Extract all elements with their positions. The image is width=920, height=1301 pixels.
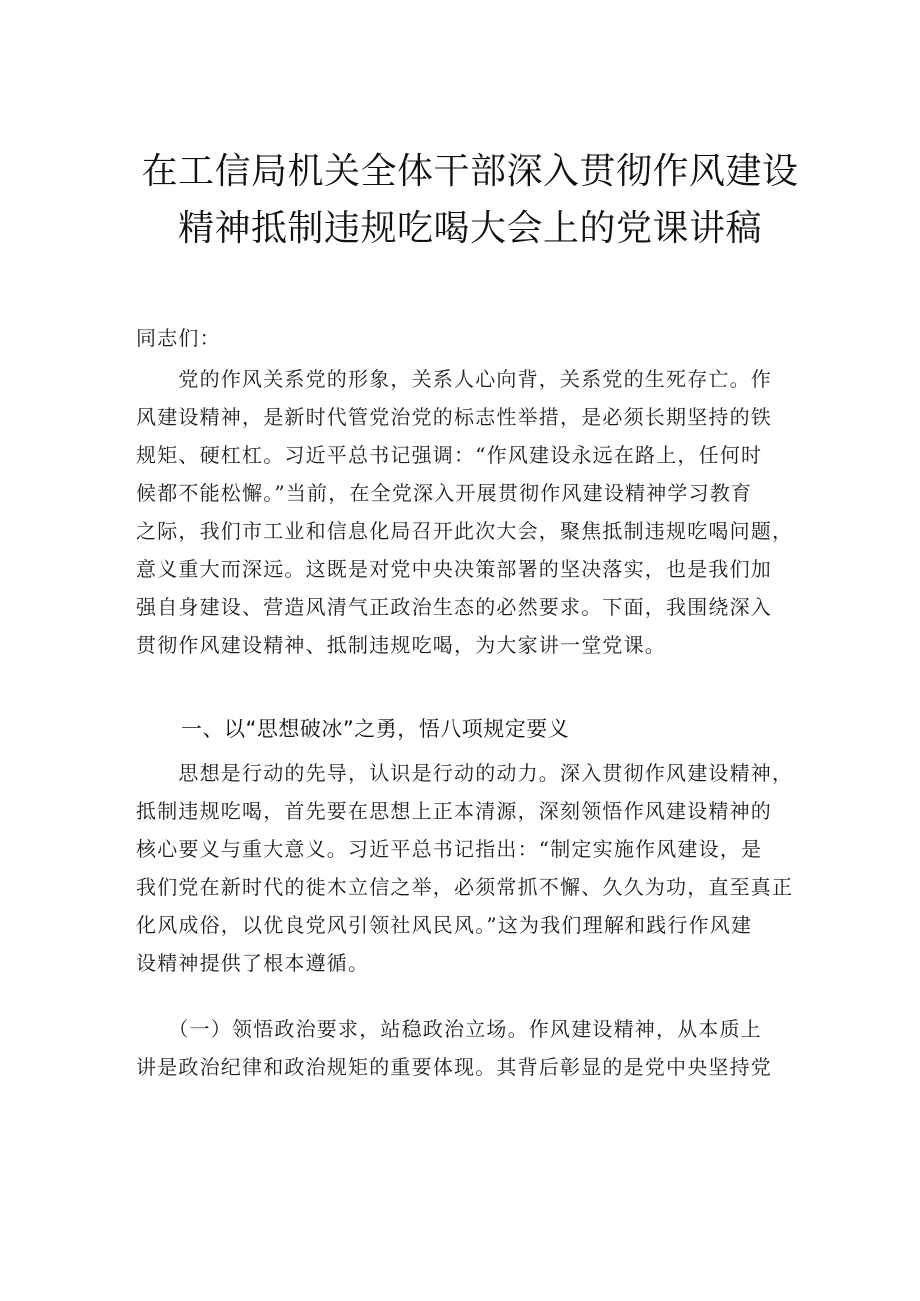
paragraph-line: 规矩、硬杠杠。习近平总书记强调：“作风建设永远在路上，任何时: [136, 443, 763, 467]
paragraph-line: 强自身建设、营造风清气正政治生态的必然要求。下面，我围绕深入: [136, 595, 772, 619]
paragraph-line: 之际，我们市工业和信息化局召开此次大会，聚焦抵制违规吃喝问题，: [136, 519, 794, 543]
paragraph-subsection-1: [136, 1010, 796, 1086]
paragraph-line: 我们党在新时代的徙木立信之举，必须常抓不懈、久久为功，直至真正: [136, 875, 794, 899]
paragraph-line: 党的作风关系党的形象，关系人心向背，关系党的生死存亡。作: [136, 367, 772, 391]
section-heading-1: 一、以“思想破冰”之勇，悟八项规定要义: [181, 717, 570, 741]
paragraph-line: 核心要义与重大意义。习近平总书记指出：“制定实施作风建设，是: [136, 837, 763, 861]
paragraph-section-1: [136, 754, 796, 982]
paragraph-line: 化风成俗，以优良党风引领社风民风。”这为我们理解和践行作风建: [136, 913, 753, 937]
paragraph-line: 思想是行动的先导，认识是行动的动力。深入贯彻作风建设精神，: [136, 761, 794, 785]
paragraph-line: 讲是政治纪律和政治规矩的重要体现。其背后彰显的是党中央坚持党: [136, 1055, 772, 1079]
paragraph-line: 意义重大而深远。这既是对党中央决策部署的坚决落实，也是我们加: [136, 557, 772, 581]
document-title-line-2: 精神抵制违规吃喝大会上的党课讲稿: [177, 208, 762, 249]
paragraph-line: 候都不能松懈。”当前，在全党深入开展贯彻作风建设精神学习教育: [136, 481, 753, 505]
paragraph-line: 抵制违规吃喝，首先要在思想上正本清源，深刻领悟作风建设精神的: [136, 799, 772, 823]
paragraph-line: （一）领悟政治要求，站稳政治立场。作风建设精神，从本质上: [136, 1017, 762, 1041]
salutation: 同志们：: [136, 326, 221, 350]
paragraph-intro: [136, 360, 796, 664]
paragraph-line: 贯彻作风建设精神、抵制违规吃喝，为大家讲一堂党课。: [136, 633, 666, 657]
paragraph-line: 设精神提供了根本遵循。: [136, 951, 370, 975]
document-title-line-1: 在工信局机关全体干部深入贯彻作风建设: [141, 151, 799, 192]
paragraph-line: 风建设精神，是新时代管党治党的标志性举措，是必须长期坚持的铁: [136, 405, 772, 429]
